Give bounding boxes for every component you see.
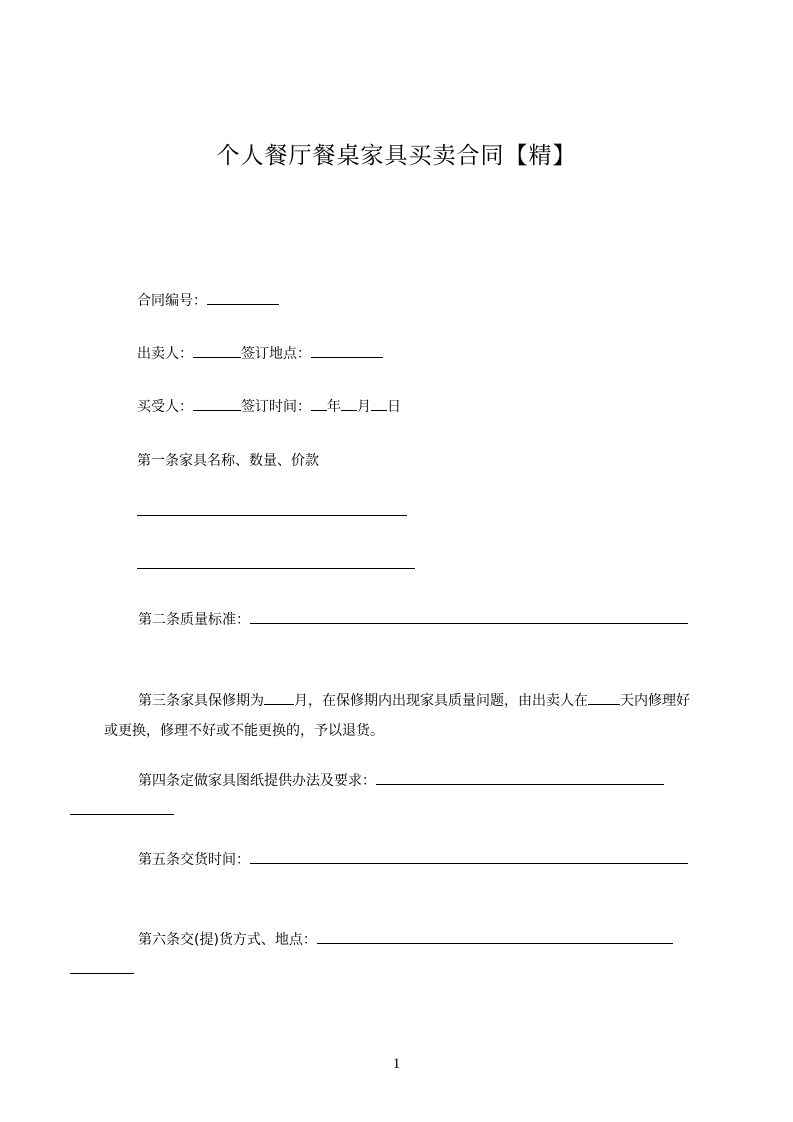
repair-days-blank xyxy=(588,692,620,705)
day-blank xyxy=(371,398,387,411)
contract-number-label: 合同编号： xyxy=(137,293,207,309)
article-3 xyxy=(104,686,701,746)
sign-place-label: 签订地点： xyxy=(241,346,311,362)
page-number: 1 xyxy=(392,1056,401,1072)
buyer-blank xyxy=(193,398,241,411)
article-6-blank-1 xyxy=(317,931,673,944)
article-2-blank-1 xyxy=(250,611,688,624)
article-5-label: 第五条交货时间： xyxy=(138,852,250,868)
article-1-blank-2 xyxy=(137,556,415,569)
seller-line xyxy=(137,345,383,363)
year-label: 年 xyxy=(327,399,341,415)
article-3-part-c: 天内修理好或更换，修理不好或不能更换的，予以退货。 xyxy=(104,693,690,739)
article-6-blank-2 xyxy=(70,961,134,974)
document-title: 个人餐厅餐桌家具买卖合同【精】 xyxy=(216,143,577,169)
sign-time-label: 签订时间： xyxy=(241,399,311,415)
sign-place-blank xyxy=(311,345,383,358)
article-1-heading: 第一条家具名称、数量、价款 xyxy=(137,453,319,469)
buyer-label: 买受人： xyxy=(137,399,193,415)
article-5-blank-2 xyxy=(654,851,684,864)
month-blank xyxy=(341,398,357,411)
article-1-blank-1 xyxy=(137,503,407,516)
article-5 xyxy=(104,845,701,875)
year-blank xyxy=(311,398,327,411)
month-label: 月 xyxy=(357,399,371,415)
warranty-months-blank xyxy=(264,692,294,705)
contract-number-blank xyxy=(207,292,279,305)
article-4-blank-2 xyxy=(70,802,174,815)
article-2 xyxy=(104,605,701,635)
seller-label: 出卖人： xyxy=(137,346,193,362)
contract-number-line xyxy=(137,292,279,310)
article-2-blank-2 xyxy=(654,611,684,624)
article-6-label: 第六条交(提)货方式、地点： xyxy=(138,932,317,948)
article-3-part-a: 第三条家具保修期为 xyxy=(138,693,264,709)
article-4-label: 第四条定做家具图纸提供办法及要求： xyxy=(138,773,376,789)
article-4-blank-1 xyxy=(376,772,664,785)
article-4 xyxy=(104,766,701,826)
buyer-line xyxy=(137,398,401,416)
article-3-part-b: 月，在保修期内出现家具质量问题，由出卖人在 xyxy=(294,693,588,709)
article-5-blank-1 xyxy=(250,851,688,864)
article-2-label: 第二条质量标准： xyxy=(138,612,250,628)
day-label: 日 xyxy=(387,399,401,415)
seller-blank xyxy=(193,345,241,358)
article-1-blank-line-2 xyxy=(137,556,415,574)
article-6 xyxy=(104,925,701,985)
article-1-blank-line-1 xyxy=(137,503,407,521)
